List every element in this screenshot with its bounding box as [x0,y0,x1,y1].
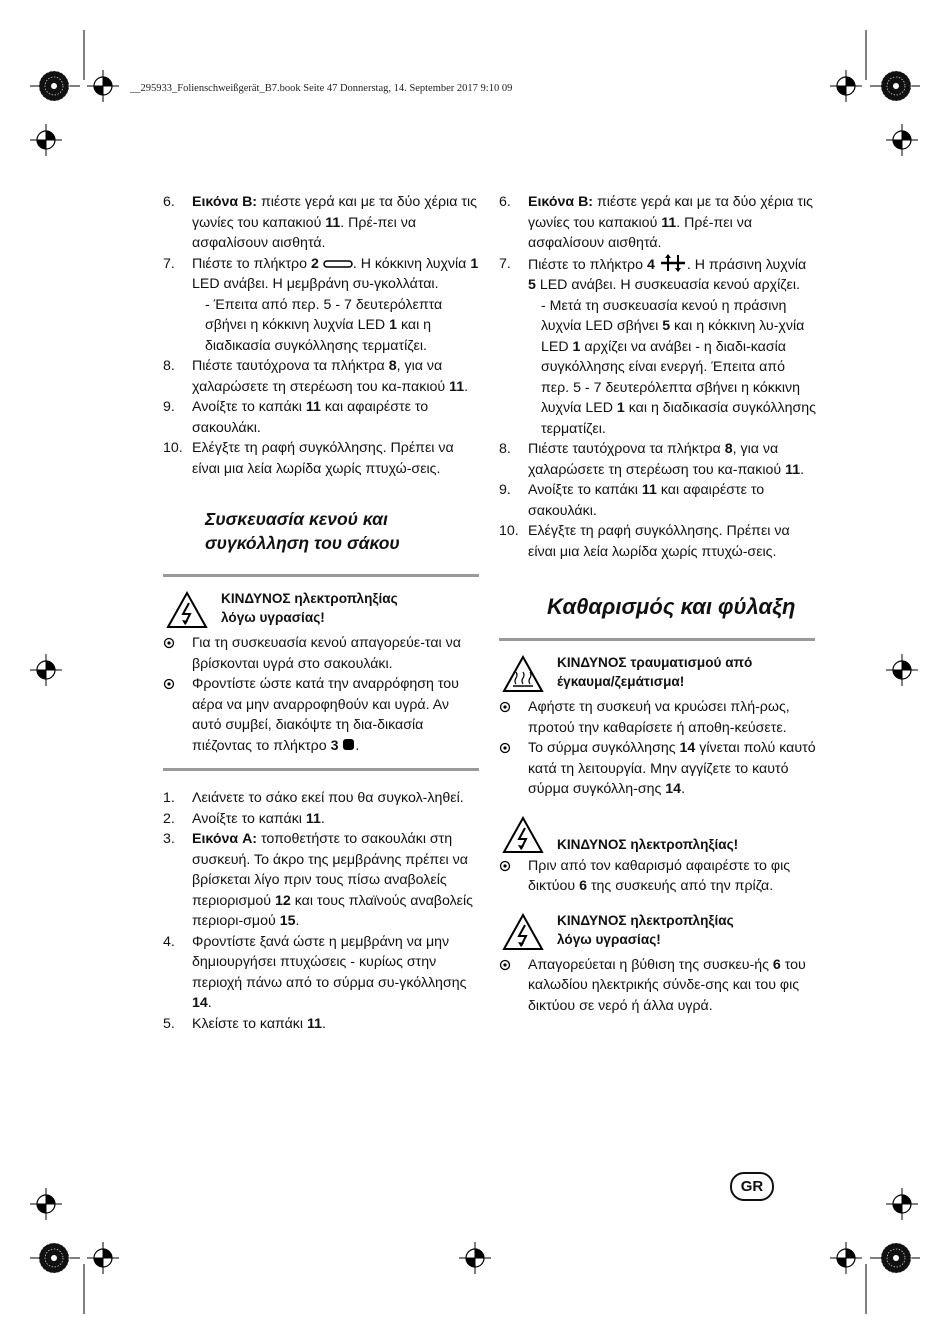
warning-burn: ΚΙΝΔΥΝΟΣ τραυματισμού από έγκαυμα/ζεμάτισμα! [499,653,817,697]
warning-electric: ΚΙΝΔΥΝΟΣ ηλεκτροπληξίας! [499,816,817,856]
bullet-liquid-suction: Φροντίστε ώστε κατά την αναρρόφηση του αέρα να μην αναρροφηθούν και υγρά. Αν αυτό συμβεί, διακόψτε τη δια-δικασία πιέζοντας το πλήκτρο 3 . [163,674,481,756]
electric-hazard-icon [502,913,544,951]
hot-surface-icon [502,655,544,693]
step-6: 6. Εικόνα B: πιέστε γερά και με τα δύο χέρια τις γωνίες του καπακιού 11. Πρέ-πει να ασφαλίσουν αισθητά. [163,194,477,251]
step-8: 8. Πιέστε ταυτόχρονα τα πλήκτρα 8, για να χαλαρώσετε τη στερέωση του κα-πακιού 11. [163,358,469,395]
step-7: 7. Πιέστε το πλήκτρο 2 . Η κόκκινη λυχνία 1 LED ανάβει. Η μεμβράνη συ-γκολλάται. [163,255,479,292]
bullet-cool-down: Αφήστε τη συσκευή να κρυώσει πλή-ρως, προτού την καθαρίσετε ή αποθη-κεύσετε. [499,697,817,738]
step-7: 7. Πιέστε το πλήκτρο 4 . Η πράσινη λυχνία 5 LED ανάβει. Η συσκευασία κενού αρχίζει. [499,255,807,293]
step-8: 8. Πιέστε ταυτόχρονα τα πλήκτρα 8, για να χαλαρώσετε τη στερέωση του κα-πακιού 11. [499,441,805,478]
step-7-note: - Μετά τη συσκευασία κενού η πράσινη λυχνία LED σβήνει 5 και η κόκκινη λυ-χνία LED 1 αρχίζει να ανάβει - η διαδι-κασία συγκόλλησης είναι ενεργή. Έπειτα από περ. 5 - 7 δευτερόλεπτα σβήνει η κόκκινη λυχνία LED 1 και η διαδικασία συγκόλλησης τερματίζει. [541,297,816,437]
bullet-circle-icon [163,678,175,690]
book-header: __295933_Folienschweißgerät_B7.book Seite 47 Donnerstag, 14. September 2017 9:10 09 [130,83,513,94]
divider [163,768,479,771]
electric-hazard-icon [502,816,544,854]
divider [163,574,479,577]
electric-hazard-icon [166,591,208,629]
step-6: 6. Εικόνα B: πιέστε γερά και με τα δύο χέρια τις γωνίες του καπακιού 11. Πρέ-πει να ασφαλίσουν αισθητά. [499,194,813,251]
language-badge: GR [730,1172,774,1201]
bullet-hot-wire: Το σύρμα συγκόλλησης 14 γίνεται πολύ καυτό κατά τη λειτουργία. Μην αγγίζετε το καυτό σύρμα συγκόλλη-σης 14. [499,738,817,800]
bullet-no-liquids: Για τη συσκευασία κενού απαγορεύε-ται να βρίσκονται υγρά στο σακουλάκι. [163,633,481,674]
section-heading-vacuum: Συσκευασία κενού και συγκόλληση του σάκου [205,509,400,553]
step-9: 9. Ανοίξτε το καπάκι 11 και αφαιρέστε το σακουλάκι. [163,399,429,436]
bullet-circle-icon [499,742,511,754]
step-4: 4. Φροντίστε ξανά ώστε η μεμβράνη να μην δημιουργήσει πτυχώσεις - κυρίως στην περιοχή πάνω από το σύρμα συ-γκόλλησης 14. [163,933,467,1011]
step-2: 2. Ανοίξτε το καπάκι 11. [163,810,325,827]
bullet-circle-icon [499,860,511,872]
bullet-circle-icon [499,959,511,971]
left-column [163,192,481,1034]
bullet-unplug: Πριν από τον καθαρισμό αφαιρέστε το φις δικτύου 6 της συσκευής από την πρίζα. [499,856,817,897]
seal-button-icon [323,259,353,269]
section-heading-cleaning: Καθαρισμός και φύλαξη [547,594,796,619]
divider [499,638,815,641]
step-10: 10. Ελέγξτε τη ραφή συγκόλλησης. Πρέπει να είναι μια λεία λωρίδα χωρίς πτυχώ-σεις. [499,523,790,560]
steps-list [163,788,481,1034]
right-column [499,192,817,1016]
step-10: 10. Ελέγξτε τη ραφή συγκόλλησης. Πρέπει να είναι μια λεία λωρίδα χωρίς πτυχώ-σεις. [163,440,454,477]
step-3: 3. Εικόνα A: τοποθετήστε το σακουλάκι στη συσκευή. Το άκρο της μεμβράνης πρέπει να βρίσκεται λίγο πριν τους πίσω αναβολείς περιορισμού 12 και τους πλαϊνούς αναβολείς περιορι-σμού 15. [163,831,473,929]
warning-electric-moisture: ΚΙΝΔΥΝΟΣ ηλεκτροπληξίας λόγω υγρασίας! [499,911,817,955]
warning-electric-moisture: ΚΙΝΔΥΝΟΣ ηλεκτροπληξίας λόγω υγρασίας! [163,589,481,633]
step-1: 1. Λειάνετε το σάκο εκεί που θα συγκολ-ληθεί. [163,790,464,806]
bullet-circle-icon [499,701,511,713]
vacuum-button-icon [659,254,687,272]
stop-button-icon [342,738,355,751]
bullet-no-immersion: Απαγορεύεται η βύθιση της συσκευ-ής 6 του καλωδίου ηλεκτρικής σύνδε-σης και του φις δικτύου σε νερό ή άλλα υγρά. [499,955,817,1017]
bullet-circle-icon [163,637,175,649]
step-9: 9. Ανοίξτε το καπάκι 11 και αφαιρέστε το σακουλάκι. [499,482,765,519]
step-5: 5. Κλείστε το καπάκι 11. [163,1015,326,1032]
step-7-note: - Έπειτα από περ. 5 - 7 δευτερόλεπτα σβήνει η κόκκινη λυχνία LED 1 και η διαδικασία συγκόλλησης τερματίζει. [205,296,443,354]
